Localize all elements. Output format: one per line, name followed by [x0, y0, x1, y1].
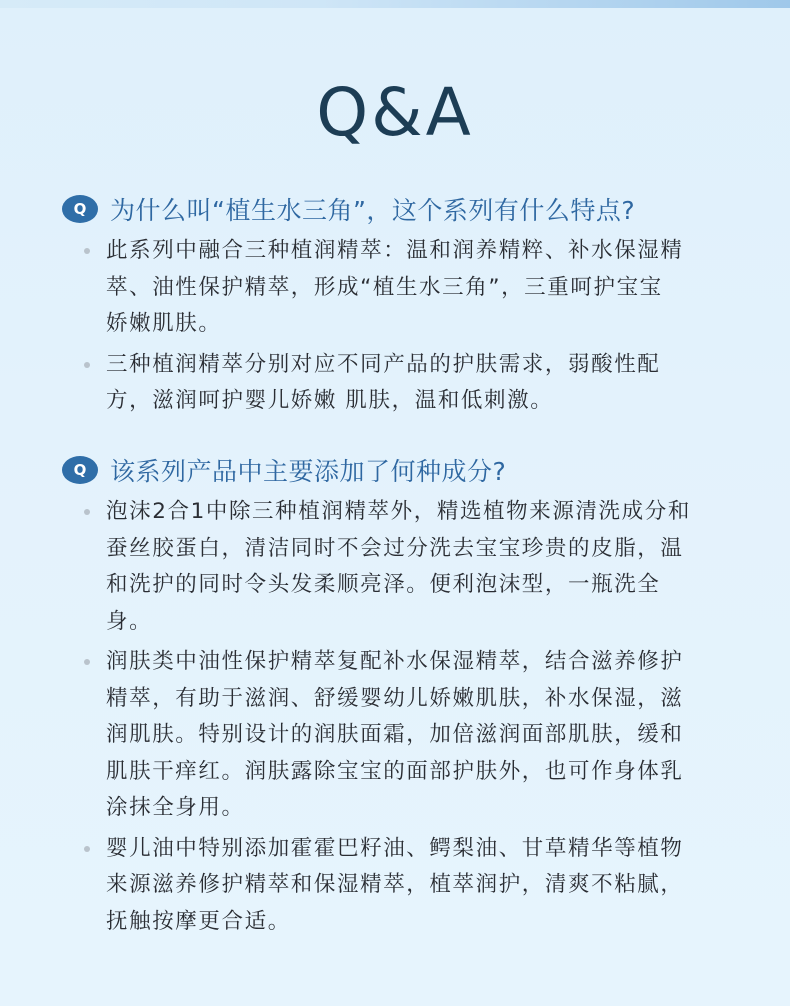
answer-line: 抚触按摩更合适。	[106, 908, 291, 934]
answer-item	[62, 831, 742, 941]
question-row	[62, 450, 742, 490]
qa-item-2	[62, 450, 742, 940]
bullet-dot-icon	[84, 248, 90, 254]
bullet-dot-icon	[84, 659, 90, 665]
answer-line: 泡沫2合1中除三种植润精萃外，精选植物来源清洗成分和	[106, 499, 691, 524]
answer-item	[62, 233, 742, 343]
page-title: Q&A	[316, 74, 474, 151]
answer-line: 精萃，有助于滋润、舒缓婴幼儿娇嫩肌肤，补水保湿，滋	[106, 685, 684, 711]
answer-list	[62, 233, 742, 420]
answer-line: 身。	[106, 608, 153, 634]
question-row	[62, 189, 742, 229]
answer-line: 婴儿油中特别添加霍霍巴籽油、鳄梨油、甘草精华等植物	[106, 835, 684, 861]
answer-line: 方，滋润呵护婴儿娇嫩 肌肤，温和低刺激。	[106, 388, 554, 413]
answer-item	[62, 644, 742, 827]
question-text: 为什么叫“植生水三角”，这个系列有什么特点?	[110, 196, 636, 225]
top-decor-strip	[0, 0, 790, 8]
q-badge-icon: Q	[62, 456, 98, 484]
answer-item	[62, 347, 742, 420]
answer-line: 萃、油性保护精萃，形成“植生水三角”，三重呵护宝宝	[106, 274, 663, 300]
answer-line: 此系列中融合三种植润精萃：温和润养精粹、补水保湿精	[106, 238, 684, 263]
qa-item-1	[62, 189, 742, 420]
answer-line: 娇嫩肌肤。	[106, 311, 222, 336]
answer-list	[62, 494, 742, 940]
answer-line: 蚕丝胶蛋白，清洁同时不会过分洗去宝宝珍贵的皮脂，温	[106, 535, 684, 561]
answer-line: 润肌肤。特别设计的润肤面霜，加倍滋润面部肌肤，缓和	[106, 722, 684, 747]
answer-line: 肌肤干痒红。润肤露除宝宝的面部护肤外，也可作身体乳	[106, 758, 684, 784]
answer-line: 涂抹全身用。	[106, 795, 245, 820]
q-badge-icon: Q	[62, 195, 98, 223]
answer-line: 润肤类中油性保护精萃复配补水保湿精萃，结合滋养修护	[106, 649, 684, 674]
bullet-dot-icon	[84, 362, 90, 368]
bullet-dot-icon	[84, 509, 90, 515]
question-text: 该系列产品中主要添加了何种成分?	[110, 457, 507, 486]
answer-line: 和洗护的同时令头发柔顺亮泽。便利泡沫型，一瓶洗全	[106, 572, 661, 597]
answer-item	[62, 494, 742, 640]
answer-line: 三种植润精萃分别对应不同产品的护肤需求，弱酸性配	[106, 351, 661, 377]
bullet-dot-icon	[84, 846, 90, 852]
answer-line: 来源滋养修护精萃和保湿精萃，植萃润护，清爽不粘腻，	[106, 872, 684, 897]
